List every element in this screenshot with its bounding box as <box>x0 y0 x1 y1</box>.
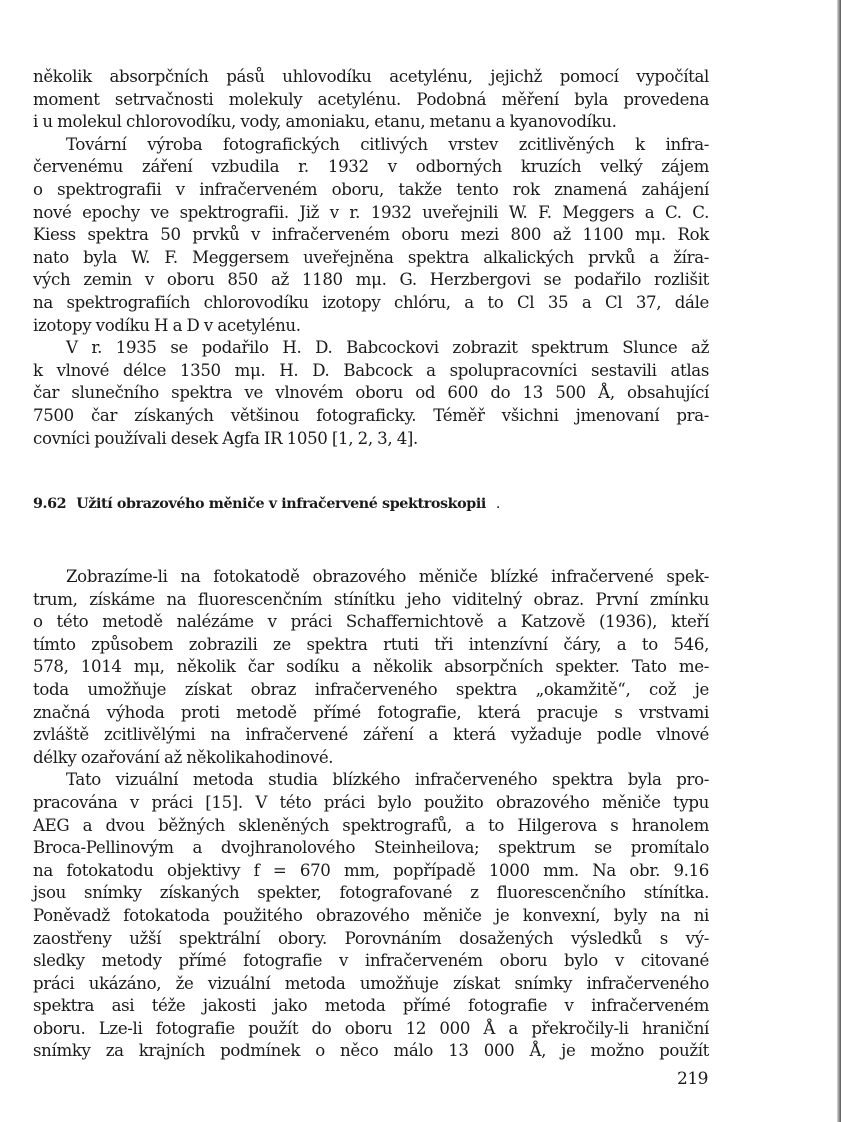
text-line: trum, získáme na fluorescenčním stínítku jeho viditelný obraz. První zmínku <box>33 589 709 609</box>
text-line: pracována v práci [15]. V této práci bylo použito obrazového měniče typu <box>33 792 709 812</box>
text-line: snímky za krajních podmínek o něco málo 13 000 Å, je možno použít <box>33 1041 709 1061</box>
text-line: Kiess spektra 50 prvků v infračerveném oboru mezi 800 až 1100 mμ. Rok <box>33 225 709 245</box>
text-line: moment setrvačnosti molekuly acetylénu. Podobná měření byla provedena <box>33 89 709 109</box>
text-line: nové epochy ve spektrografii. Již v r. 1932 uveřejnili W. F. Meggers a C. C. <box>33 202 709 222</box>
text-line: spektra asi téže jakosti jako metoda přímé fotografie v infračerveném <box>33 996 709 1016</box>
text-line: nato byla W. F. Meggersem uveřejněna spektra alkalických prvků a žíra- <box>33 247 709 267</box>
text-line: o této metodě nalézáme v práci Schaffernichtově a Katzově (1936), kteří <box>33 612 709 632</box>
text-line: jsou snímky získaných spekter, fotografované z fluorescenčního stínítka. <box>33 883 709 903</box>
text-block-bottom <box>33 566 709 1063</box>
text-line: Poněvadž fotokatoda použitého obrazového měniče je konvexní, byly na ni <box>33 905 709 925</box>
page-edge-shadow <box>837 0 841 1122</box>
text-line: sledky metody přímé fotografie v infračerveném oboru bylo v citované <box>33 951 709 971</box>
text-line: 7500 čar získaných většinou fotograficky. Téměř všichni jmenovaní pra- <box>33 405 709 425</box>
text-line: Zobrazíme-li na fotokatodě obrazového měniče blízké infračervené spek- <box>66 567 709 586</box>
text-line: izotopy vodíku H a D v acetylénu. <box>33 315 301 335</box>
text-line: zaostřeny užší spektrální obory. Porovnáním dosažených výsledků s vý- <box>33 928 709 948</box>
section-title: Užití obrazového měniče v infračervené spektroskopii <box>76 496 486 512</box>
section-heading <box>33 496 500 512</box>
section-number: 9.62 <box>33 496 67 512</box>
text-line: čar slunečního spektra ve vlnovém oboru od 600 do 13 500 Å, obsahující <box>33 383 709 403</box>
text-line: 578, 1014 mμ, několik čar sodíku a několik absorpčních spekter. Tato me- <box>33 657 709 677</box>
section-trailing-dot: . <box>495 496 501 512</box>
text-line: Broca-Pellinovým a dvojhranolového Steinheilova; spektrum se promítalo <box>33 838 709 858</box>
text-line: Tovární výroba fotografických citlivých vrstev zcitlivěných k infra- <box>66 134 709 154</box>
text-line: tímto způsobem zobrazili ze spektra rtuti tři intenzívní čáry, a to 546, <box>33 634 709 654</box>
text-line: oboru. Lze-li fotografie použít do oboru 12 000 Å a překročily-li hraniční <box>33 1018 709 1038</box>
text-line: na spektrografiích chlorovodíku izotopy chlóru, a to Cl 35 a Cl 37, dále <box>33 292 709 312</box>
text-line: toda umožňuje získat obraz infračerveného spektra „okamžitě“, což je <box>33 679 709 699</box>
text-line: o spektrografii v infračerveném oboru, takže tento rok znamená zahájení <box>33 179 709 199</box>
text-block-top <box>33 66 709 450</box>
text-line: AEG a dvou běžných skleněných spektrografů, a to Hilgerova s hranolem <box>33 815 709 835</box>
text-line: několik absorpčních pásů uhlovodíku acetylénu, jejichž pomocí vypočítal <box>33 67 709 86</box>
text-line: práci ukázáno, že vizuální metoda umožňuje získat snímky infračerveného <box>33 973 709 993</box>
text-line: Tato vizuální metoda studia blízkého infračerveného spektra byla pro- <box>66 770 709 790</box>
text-line: zvláště zcitlivělými na infračervené záření a která vyžaduje podle vlnové <box>33 725 709 745</box>
text-line: i u molekul chlorovodíku, vody, amoniaku, etanu, metanu a kyanovodíku. <box>33 112 617 132</box>
text-line: na fotokatodu objektivy f = 670 mm, popřípadě 1000 mm. Na obr. 9.16 <box>33 860 709 880</box>
text-line: značná výhoda proti metodě přímé fotografie, která pracuje s vrstvami <box>33 702 709 722</box>
page-number: 219 <box>677 1069 708 1089</box>
text-line: covníci používali desek Agfa IR 1050 [1, 2, 3, 4]. <box>33 428 418 448</box>
text-line: k vlnové délce 1350 mμ. H. D. Babcock a spolupracovníci sestavili atlas <box>33 360 709 380</box>
text-line: vých zemin v oboru 850 až 1180 mμ. G. Herzbergovi se podařilo rozlišit <box>33 270 709 290</box>
text-line: červenému záření vzbudila r. 1932 v odborných kruzích velký zájem <box>33 157 709 177</box>
text-line: délky ozařování až několikahodinové. <box>33 747 334 767</box>
text-line: V r. 1935 se podařilo H. D. Babcockovi zobrazit spektrum Slunce až <box>66 338 709 358</box>
